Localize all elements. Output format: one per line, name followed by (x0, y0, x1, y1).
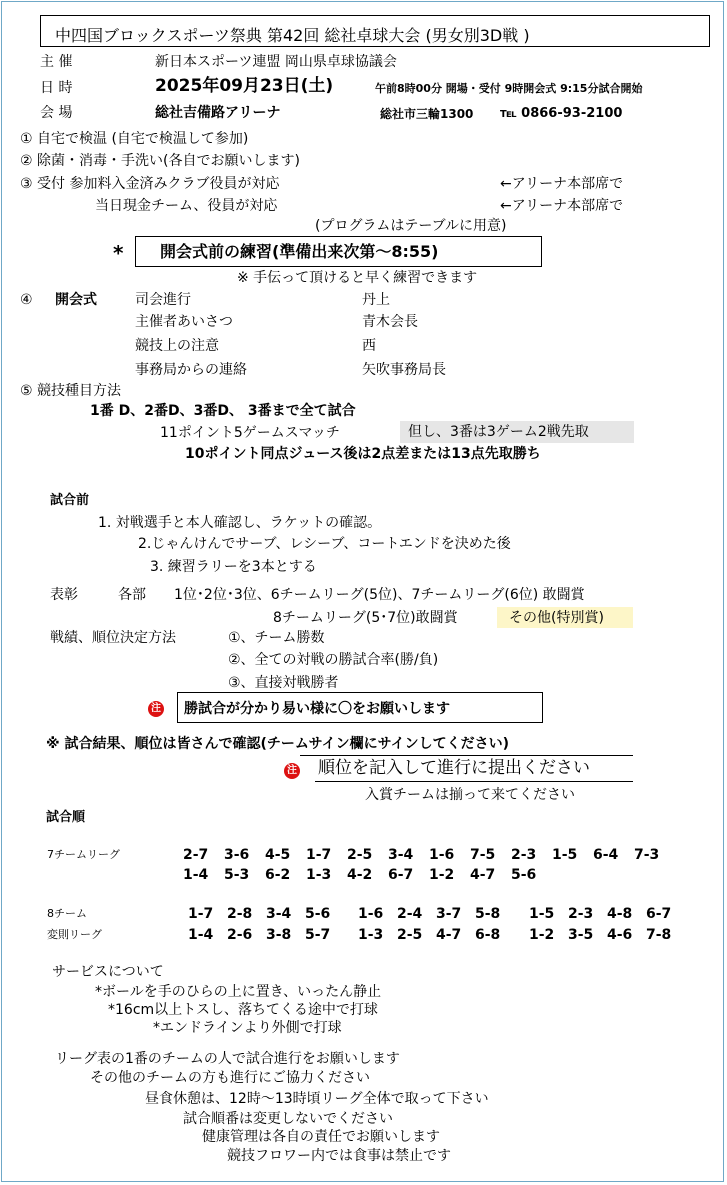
match-pair: 7-5 (470, 847, 496, 863)
confirm-underline (300, 755, 633, 756)
match-pair: 5-7 (305, 927, 331, 943)
match-pair: 6-4 (593, 847, 619, 863)
competition-line-1: 1番 D、2番D、3番D、 3番まで全て試合 (90, 403, 356, 419)
match-pair: 6-8 (475, 927, 501, 943)
date-label: 日 時 (40, 80, 73, 96)
match-pair: 1-6 (429, 847, 455, 863)
note-3-location: ←アリーナ本部席で (500, 176, 624, 192)
awards-label: 表彰 (50, 587, 78, 603)
venue-value: 総社吉備路アリーナ (155, 105, 281, 121)
prematch-step-2: 2.じゃんけんでサーブ、レシーブ、コートエンドを決めた後 (138, 536, 511, 552)
match-pair: 2-5 (347, 847, 373, 863)
match-pair: 2-7 (183, 847, 209, 863)
match-pair: 2-8 (227, 906, 253, 922)
note-3b-location: ←アリーナ本部席で (500, 198, 624, 214)
venue-label: 会 場 (40, 105, 73, 121)
ceremony-label: 開会式 (55, 292, 97, 308)
prematch-step-3: 3. 練習ラリーを3本とする (150, 559, 317, 575)
ceremony-item: 事務局からの連絡 (135, 362, 247, 378)
caution-seal-icon: 注 (284, 763, 300, 779)
league-7-label: 7チームリーグ (47, 848, 120, 861)
prematch-heading: 試合前 (50, 493, 90, 508)
match-pair: 6-7 (388, 867, 414, 883)
ranking-label: 戦績、順位決定方法 (50, 630, 176, 646)
closing-line-1: リーグ表の1番のチームの人で試合進行をお願いします (55, 1051, 400, 1067)
match-pair: 4-7 (470, 867, 496, 883)
match-pair: 1-2 (529, 927, 555, 943)
request-box (177, 692, 543, 723)
service-rule-1: *ボールを手のひらの上に置き、いったん静止 (95, 984, 382, 1000)
match-pair: 5-3 (224, 867, 250, 883)
service-rule-3: *エンドラインより外側で打球 (153, 1020, 342, 1036)
match-pair: 1-6 (358, 906, 384, 922)
date-detail: 午前8時00分 開場・受付 9時開会式 9:15分試合開始 (375, 82, 643, 95)
match-pair: 5-6 (305, 906, 331, 922)
prematch-step-1: 1. 対戦選手と本人確認し、ラケットの確認。 (98, 515, 382, 531)
competition-note: 但し、3番は3ゲーム2戦先取 (400, 421, 634, 443)
venue-address: 総社市三輪1300 (380, 107, 474, 121)
ceremony-item: 司会進行 (135, 292, 191, 308)
ranking-rule-3: ③、直接対戦勝者 (228, 675, 339, 691)
match-pair: 5-6 (511, 867, 537, 883)
ceremony-person: 丹上 (362, 292, 390, 308)
league-8-label-2: 変則リーグ (47, 928, 102, 941)
match-pair: 4-5 (265, 847, 291, 863)
match-pair: 4-2 (347, 867, 373, 883)
host-value: 新日本スポーツ連盟 岡山県卓球協議会 (155, 54, 397, 70)
submit-underline (315, 781, 633, 782)
ranking-rule-2: ②、全ての対戦の勝試合率(勝/負) (228, 652, 439, 668)
match-pair: 1-4 (188, 927, 214, 943)
ceremony-person: 西 (362, 338, 376, 354)
venue-tel: ℡ 0866-93-2100 (500, 106, 623, 121)
competition-line-3: 10ポイント同点ジュース後は2点差または13点先取勝ち (185, 446, 541, 462)
match-pair: 1-2 (429, 867, 455, 883)
page-title: 中四国ブロックスポーツ祭典 第42回 総社卓球大会 (男女別3D戦 ) (55, 26, 530, 45)
ranking-rule-1: ①、チーム勝数 (228, 630, 325, 646)
competition-heading: ⑤ 競技種目方法 (20, 383, 122, 399)
closing-line-5: 健康管理は各自の責任でお願いします (202, 1129, 440, 1145)
match-pair: 6-2 (265, 867, 291, 883)
match-pair: 3-8 (266, 927, 292, 943)
practice-note: ※ 手伝って頂けると早く練習できます (237, 270, 478, 286)
match-pair: 6-7 (646, 906, 672, 922)
competition-line-2: 11ポイント5ゲームスマッチ (160, 425, 340, 441)
title-box (40, 15, 710, 47)
match-pair: 4-6 (607, 927, 633, 943)
ceremony-item: 主催者あいさつ (135, 314, 233, 330)
match-pair: 7-8 (646, 927, 672, 943)
match-pair: 7-3 (634, 847, 660, 863)
match-pair: 2-4 (397, 906, 423, 922)
match-pair: 1-3 (306, 867, 332, 883)
match-pair: 2-6 (227, 927, 253, 943)
match-pair: 1-5 (552, 847, 578, 863)
awards-each: 各部 (118, 587, 146, 603)
league-8-label-1: 8チーム (47, 907, 87, 920)
date-value: 2025年09月23日(土) (155, 76, 334, 96)
match-pair: 4-8 (607, 906, 633, 922)
match-pair: 5-8 (475, 906, 501, 922)
closing-line-6: 競技フロワー内では食事は禁止です (227, 1148, 451, 1164)
match-pair: 3-6 (224, 847, 250, 863)
closing-line-3: 昼食休憩は、12時〜13時頃リーグ全体で取って下さい (145, 1091, 489, 1107)
match-pair: 1-3 (358, 927, 384, 943)
confirm-text: ※ 試合結果、順位は皆さんで確認(チームサイン欄にサインしてください) (46, 736, 510, 752)
match-pair: 3-4 (266, 906, 292, 922)
ceremony-item: 競技上の注意 (135, 338, 219, 354)
order-heading: 試合順 (46, 810, 86, 825)
match-pair: 2-3 (568, 906, 594, 922)
match-pair: 2-3 (511, 847, 537, 863)
match-pair: 3-7 (436, 906, 462, 922)
match-pair: 1-7 (188, 906, 214, 922)
practice-text: 開会式前の練習(準備出来次第〜8:55) (160, 242, 439, 261)
asterisk-mark: * (113, 241, 124, 265)
program-note: (プログラムはテーブルに用意) (315, 218, 507, 234)
note-3: ③ 受付 参加料入金済みクラブ役員が対応 (20, 176, 280, 192)
ceremony-number: ④ (20, 292, 33, 308)
closing-line-4: 試合順番は変更しないでください (183, 1111, 393, 1127)
ceremony-person: 矢吹事務局長 (362, 362, 446, 378)
host-label: 主 催 (40, 54, 73, 70)
note-3b: 当日現金チーム、役員が対応 (95, 198, 278, 214)
note-1: ① 自宅で検温 (自宅で検温して参加) (20, 131, 249, 147)
match-pair: 1-5 (529, 906, 555, 922)
awards-line-1: 1位･2位･3位、6チームリーグ(5位)、7チームリーグ(6位) 敢闘賞 (174, 587, 585, 603)
match-pair: 2-5 (397, 927, 423, 943)
caution-seal-icon: 注 (148, 701, 164, 717)
ceremony-person: 青木会長 (362, 314, 418, 330)
service-heading: サービスについて (52, 964, 164, 980)
match-pair: 3-5 (568, 927, 594, 943)
closing-line-2: その他のチームの方も進行にご協力ください (90, 1070, 370, 1086)
note-2: ② 除菌・消毒・手洗い(各自でお願いします) (20, 153, 300, 169)
awards-line-2: 8チームリーグ(5･7位)敢闘賞 (273, 610, 458, 626)
match-pair: 1-7 (306, 847, 332, 863)
match-pair: 4-7 (436, 927, 462, 943)
service-rule-2: *16cm以上トスし、落ちてくる途中で打球 (108, 1002, 378, 1018)
practice-box (135, 236, 542, 267)
submit-text: 順位を記入して進行に提出ください (318, 758, 590, 778)
awards-special: その他(特別賞) (497, 607, 633, 628)
match-pair: 1-4 (183, 867, 209, 883)
winners-note: 入賞チームは揃って来てください (365, 787, 575, 803)
request-text: 勝試合が分かり易い様に〇をお願いします (184, 701, 450, 717)
match-pair: 3-4 (388, 847, 414, 863)
